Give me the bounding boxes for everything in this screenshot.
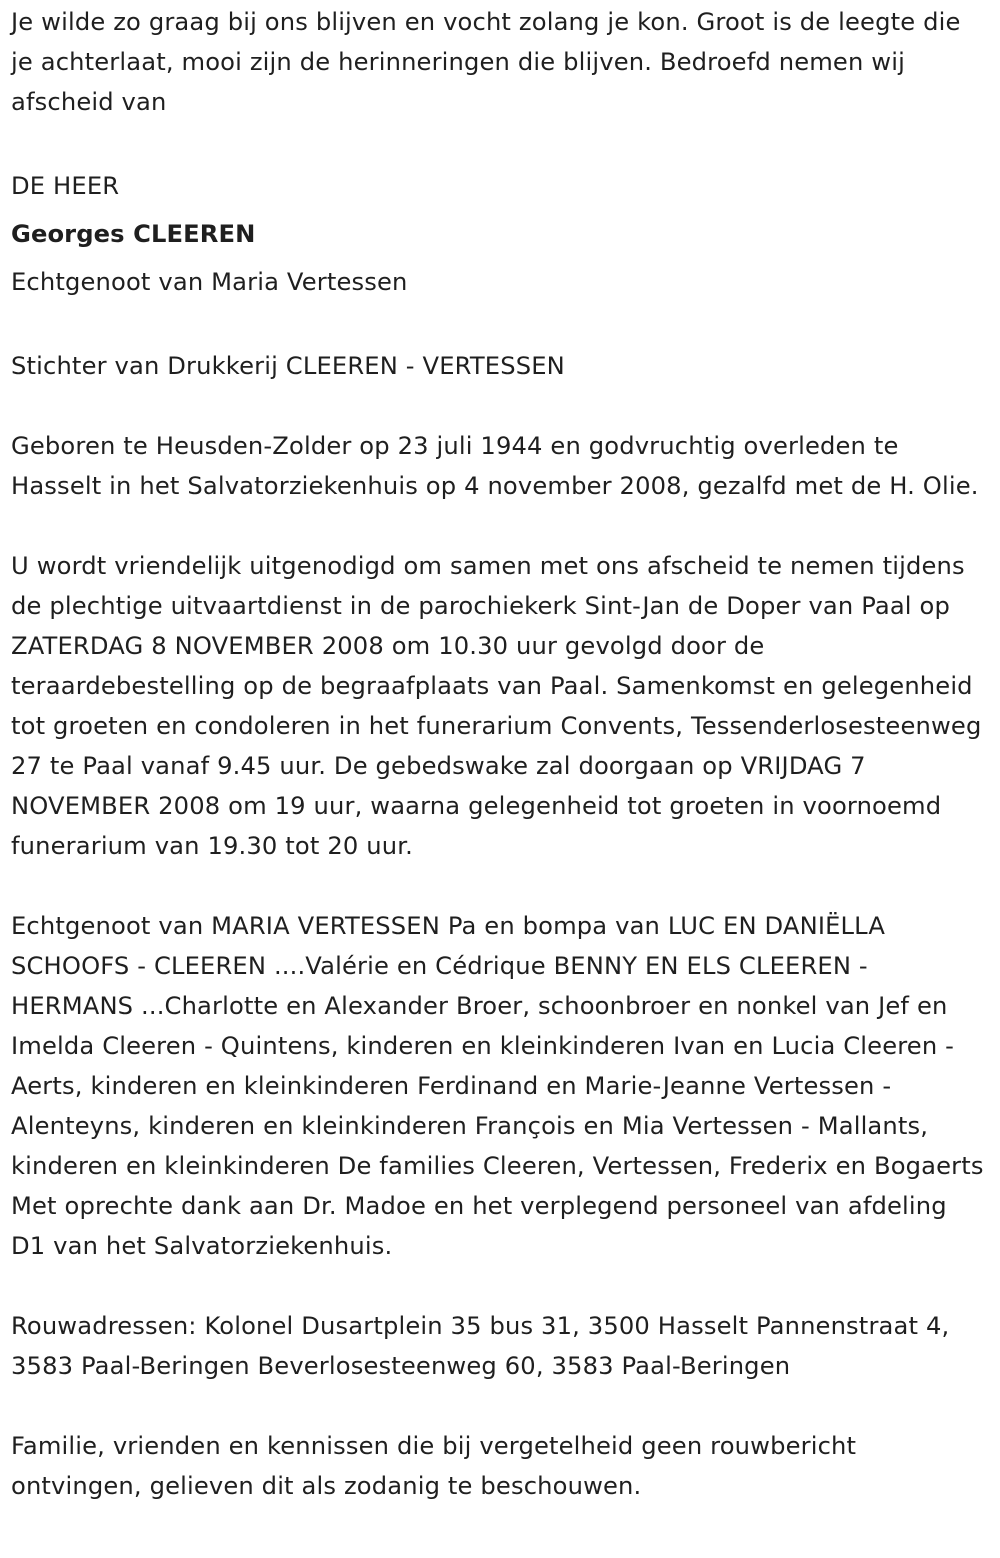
spacer [11, 122, 988, 162]
spouse-line: Echtgenoot van Maria Vertessen [11, 268, 408, 296]
spacer [11, 866, 988, 906]
mourning-addresses: Rouwadressen: Kolonel Dusartplein 35 bus 31, 3500 Hasselt Pannenstraat 4, 3583 Paal-Beringen Beverlosesteenweg 60, 3583 Paal-Beringen [11, 1312, 950, 1380]
honorific-title: DE HEER [11, 172, 120, 200]
spacer [11, 306, 988, 346]
family-list: Echtgenoot van MARIA VERTESSEN Pa en bompa van LUC EN DANIËLLA SCHOOFS - CLEEREN ....Valérie en Cédrique BENNY EN ELS CLEEREN - HERMANS ...Charlotte en Alexander Broer, schoonbroer en nonkel van Jef en Imelda Cleeren - Quintens, kinderen en kleinkinderen Ivan en Lucia Cleeren - Aerts, kinderen en kleinkinderen Ferdinand en Marie-Jeanne Vertessen - Alenteyns, kinderen en kleinkinderen François en Mia Vertessen - Mallants, kinderen en kleinkinderen De families Cleeren, Vertessen, Frederix en Bogaerts Met oprechte dank aan Dr. Madoe en het verplegend personeel van afdeling D1 van het Salvatorziekenhuis. [11, 912, 984, 1260]
spacer [11, 506, 988, 546]
birth-death-text: Geboren te Heusden-Zolder op 23 juli 1944 en godvruchtig overleden te Hasselt in het Salvatorziekenhuis op 4 november 2008, gezalfd met de H. Olie. [11, 432, 979, 500]
spacer [11, 386, 988, 426]
closing-note: Familie, vrienden en kennissen die bij vergetelheid geen rouwbericht ontvingen, gelieven dit als zodanig te beschouwen. [11, 1432, 857, 1500]
spacer [11, 1266, 988, 1306]
founder-line: Stichter van Drukkerij CLEEREN - VERTESSEN [11, 352, 565, 380]
spacer [11, 1386, 988, 1426]
deceased-name: Georges CLEEREN [11, 220, 256, 248]
intro-text: Je wilde zo graag bij ons blijven en vocht zolang je kon. Groot is de leegte die je achterlaat, mooi zijn de herinneringen die blijven. Bedroefd nemen wij afscheid van [11, 8, 961, 116]
funeral-invitation: U wordt vriendelijk uitgenodigd om samen met ons afscheid te nemen tijdens de plechtige uitvaartdienst in de parochiekerk Sint-Jan de Doper van Paal op ZATERDAG 8 NOVEMBER 2008 om 10.30 uur gevolgd door de teraardebestelling op de begraafplaats van Paal. Samenkomst en gelegenheid tot groeten en condoleren in het funerarium Convents, Tessenderlosesteenweg 27 te Paal vanaf 9.45 uur. De gebedswake zal doorgaan op VRIJDAG 7 NOVEMBER 2008 om 19 uur, waarna gelegenheid tot groeten in voornoemd funerarium van 19.30 tot 20 uur. [11, 552, 982, 860]
